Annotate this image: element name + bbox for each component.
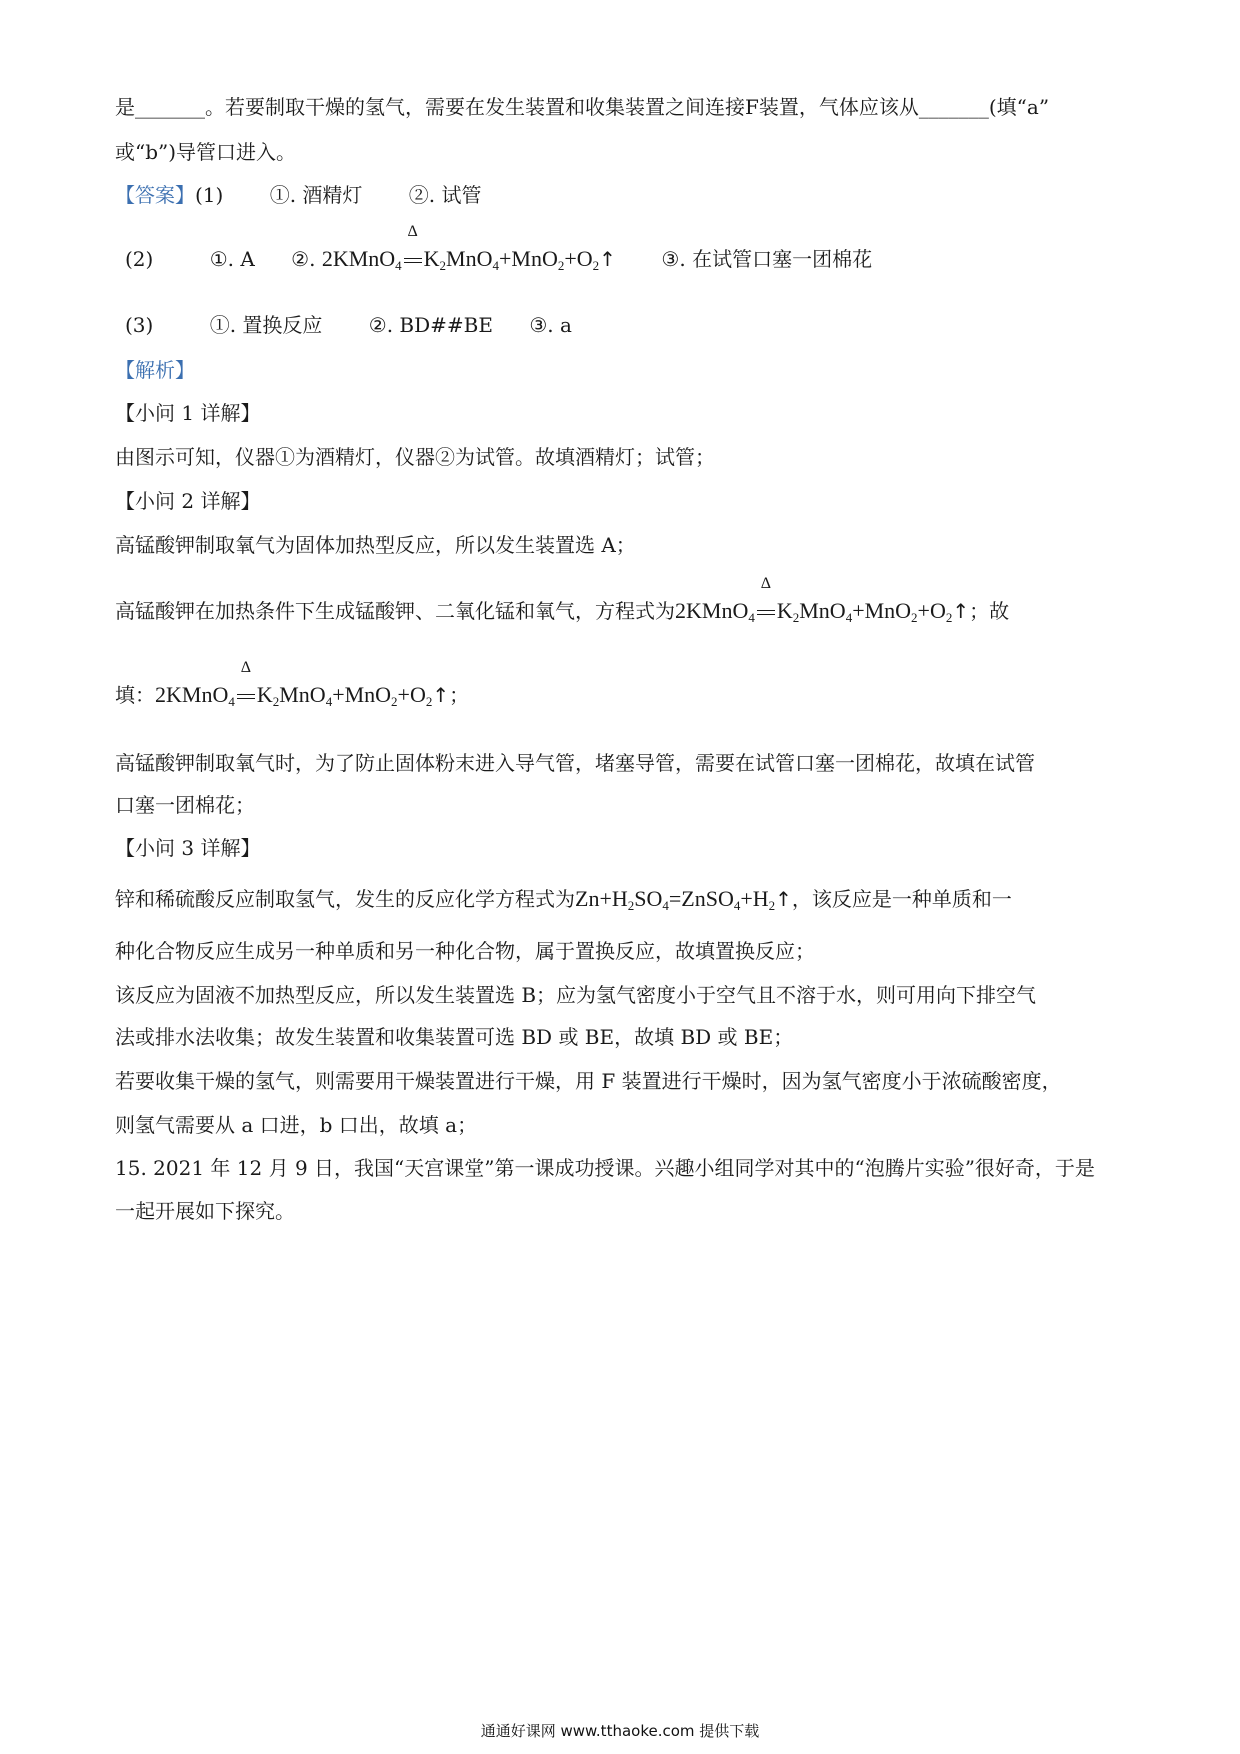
- text: 是_______。若要制取干燥的氢气，需要在发生装置和收集装置之间连接F装置，气体应该从_______(填“a”: [115, 95, 1050, 119]
- analysis-text: 口塞一团棉花；: [115, 793, 255, 817]
- answer-part: ③. a: [529, 313, 572, 337]
- heat-condition: Δ: [404, 244, 422, 274]
- analysis-text: 该反应为固液不加热型反应，所以发生装置选 B；应为氢气密度小于空气且不溶于水，则可用向下排空气: [115, 983, 1037, 1007]
- zn-equation: $Zn+H_2SO_4=ZnSO_4+H_2↑$: [575, 886, 792, 913]
- question-text-line: [115, 92, 1135, 122]
- subquestion-heading: 【小问 1 详解】: [115, 401, 261, 425]
- analysis-text: 高锰酸钾制取氧气为固体加热型反应，所以发生装置选 A；: [115, 533, 636, 557]
- kmno4-equation: 2KMnO$_4$ Δ $K_2MnO_4+MnO_2+O_2↑$: [675, 575, 970, 625]
- analysis-text: 法或排水法收集；故发生装置和收集装置可选 BD 或 BE，故填 BD 或 BE；: [115, 1025, 794, 1049]
- question-15: 一起开展如下探究。: [115, 1199, 295, 1223]
- analysis-text: 高锰酸钾制取氧气时，为了防止固体粉末进入导气管，堵塞导管，需要在试管口塞一团棉花，故填在试管: [115, 751, 1035, 775]
- answer-line-1: [115, 180, 1135, 210]
- question-text-line: [115, 137, 1135, 167]
- answer-line-3: [115, 310, 1135, 340]
- subquestion-heading: 【小问 2 详解】: [115, 489, 261, 513]
- analysis-text: 填：2KMnO$_4$ Δ $K_2MnO_4+MnO_2+O_2↑$；: [115, 659, 470, 709]
- kmno4-equation: 2KMnO$_4$ Δ $K_2MnO_4+MnO_2+O_2↑$: [155, 659, 450, 709]
- answer-tag: 【答案】: [115, 183, 195, 207]
- answer-part: ②. 试管: [408, 183, 482, 207]
- question-15: 15. 2021 年 12 月 9 日，我国“天宫课堂”第一课成功授课。兴趣小组同学对其中的“泡腾片实验”很好奇，于是: [115, 1156, 1095, 1180]
- answer-number: (1): [195, 183, 224, 207]
- answer-part: ③. 在试管口塞一团棉花: [661, 247, 873, 271]
- answer-line-2: [115, 223, 1135, 274]
- answer-number: (3): [125, 313, 154, 337]
- kmno4-equation: 2KMnO$_4$ Δ $K_2MnO_4+MnO_2+O_2↑$: [321, 223, 616, 273]
- answer-part: ②. BD##BE: [368, 313, 493, 337]
- analysis-tag: 【解析】: [115, 358, 195, 382]
- answer-part: ②.: [291, 247, 316, 271]
- answer-part: ①. A: [209, 247, 255, 271]
- analysis-text: 种化合物反应生成另一种单质和另一种化合物，属于置换反应，故填置换反应；: [115, 939, 815, 963]
- answer-part: ①. 置换反应: [209, 313, 323, 337]
- text: 或“b”)导管口进入。: [115, 140, 297, 164]
- heat-condition: Δ: [757, 596, 775, 626]
- page-footer: 通通好课网 www.tthaoke.com 提供下载: [480, 1722, 760, 1740]
- analysis-text: 高锰酸钾在加热条件下生成锰酸钾、二氧化锰和氧气，方程式为2KMnO$_4$ Δ $K_2MnO_4+MnO_2+O_2↑$；故: [115, 575, 1010, 625]
- analysis-text: 由图示可知，仪器①为酒精灯，仪器②为试管。故填酒精灯；试管；: [115, 445, 715, 469]
- answer-part: ①. 酒精灯: [269, 183, 363, 207]
- answer-number: (2): [125, 247, 154, 271]
- analysis-text: 若要收集干燥的氢气，则需要用干燥装置进行干燥，用 F 装置进行干燥时，因为氢气密度小于浓硫酸密度，: [115, 1069, 1062, 1093]
- analysis-text: 则氢气需要从 a 口进，b 口出，故填 a；: [115, 1113, 478, 1137]
- subquestion-heading: 【小问 3 详解】: [115, 836, 261, 860]
- analysis-text: 锌和稀硫酸反应制取氢气，发生的反应化学方程式为$Zn+H_2SO_4=ZnSO_4+H_2↑$，该反应是一种单质和一: [115, 886, 1012, 913]
- heat-condition: Δ: [237, 680, 255, 710]
